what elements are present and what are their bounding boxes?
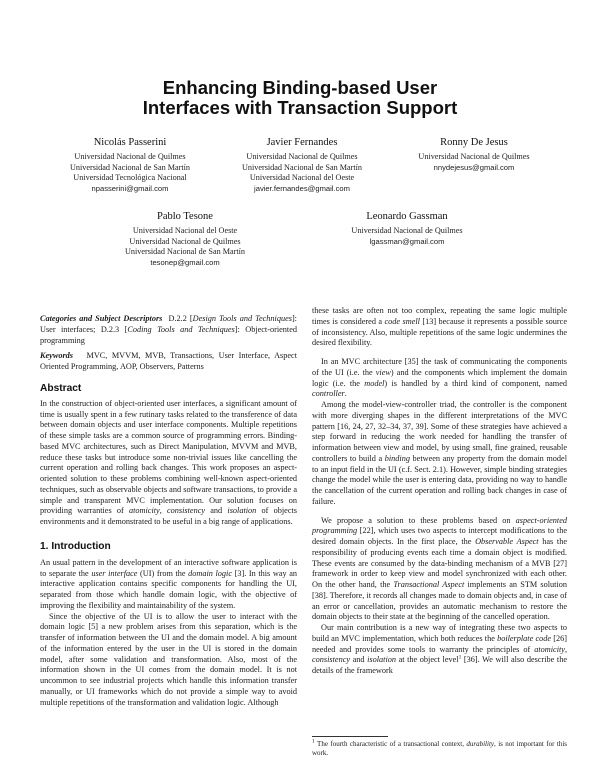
- footnote: [312, 740, 567, 758]
- footnote-rule: [312, 736, 388, 737]
- body-italic: consistency: [312, 655, 351, 665]
- body-italic: view: [375, 367, 391, 377]
- body-text: [22], which uses two aspects to intercept modifications to the desired domain objects. In the first place, the: [312, 526, 567, 546]
- author-affiliation: Universidad Nacional del Oeste: [249, 173, 355, 183]
- body-text: [13] because it represents a possible source of inconsistency. Also, multiple repetitions of the same logic undermines the desired flexibility.: [312, 316, 567, 348]
- body-text: has the responsibility of producing events each time a domain object is modified. These events are consumed by the data-binding mechanism of a MVB [27] framework in order to keep view and model synchronized with each other. On the other hand, the: [312, 537, 568, 589]
- abstract-italic: isolation: [227, 506, 257, 516]
- body-text: ) is handled by a third kind of component, named: [384, 378, 567, 388]
- footnote-text: The fourth characteristic of a transactional context,: [314, 740, 467, 748]
- author-block: [100, 210, 270, 268]
- body-text: Among the model-view-controller triad, the controller is the component with more diverging shapes in the different interpretations of the MVC pattern [16, 24, 27, 32–34, 37, 39]. Some of these strategies have achieved a step forward in reducing the work needed for handling the transfer of information between view and model, by using small, fine grained, reusable controllers to build a: [312, 400, 567, 463]
- author-affiliation: Universidad Nacional de Quilmes: [246, 152, 358, 161]
- keywords-text: MVC, MVVM, MVB, Transactions, User Interface, Aspect Oriented Programming, AOP, Observers, Patterns: [40, 351, 297, 371]
- categories-label: Categories and Subject Descriptors: [40, 314, 163, 323]
- author-email: lgassman@gmail.com: [369, 236, 445, 246]
- body-text: these tasks are often not too complex, repeating the same logic multiple times is considered a: [312, 306, 567, 326]
- abstract-italic: atomicity: [129, 506, 160, 516]
- categories-text: ]: Object-oriented programming: [40, 324, 297, 345]
- right-paragraph-3: [312, 516, 567, 624]
- author-affiliation: Universidad Nacional de Quilmes: [129, 236, 241, 246]
- right-column: [312, 306, 567, 677]
- introduction-heading: 1. Introduction: [40, 540, 111, 552]
- right-paragraph-2: [312, 400, 567, 508]
- intro-text: (UI) from the: [137, 568, 189, 578]
- author-affiliation: Universidad Nacional de San Martín: [241, 162, 363, 172]
- intro-text: [3]. In this way an interactive application contains specific components for handling the UI, separated from those which handle domain logic, with the objective of improving the flexibility and maintainability of the system.: [40, 568, 297, 610]
- abstract-paragraph: [40, 399, 297, 528]
- author-email: javier.fernandes@gmail.com: [254, 183, 350, 193]
- author-block: [384, 136, 564, 173]
- abstract-text: and: [205, 506, 228, 516]
- categories-text: D.2.2 [: [168, 314, 193, 323]
- body-italic: code smell: [384, 316, 420, 326]
- author-affiliation: Universidad Nacional de Quilmes: [74, 152, 186, 161]
- footnote-mark: 1: [312, 738, 315, 745]
- body-italic: isolation: [367, 655, 397, 665]
- body-text: between any property from the domain model to an input field in the UI (c.f. Sect. 2.1). However, simple binding strategies change the model while the user is entering data, providing no way to handle the cancellation of the current operation and rolling back changes in case of failure.: [312, 453, 567, 506]
- footnote-italic: durability: [466, 740, 495, 748]
- abstract-italic: consistency: [167, 506, 206, 516]
- right-paragraph-0: [312, 306, 567, 349]
- author-email: npasserini@gmail.com: [91, 183, 169, 193]
- abstract-text: ,: [159, 506, 167, 516]
- author-email: tesonep@gmail.com: [150, 257, 220, 267]
- keywords-paragraph: [40, 351, 297, 373]
- body-text: Our main contribution is a new way of integrating these two aspects to build an MVC implementation, which both reduces the: [312, 623, 567, 643]
- body-italic: aspect-oriented programming: [312, 515, 567, 536]
- author-affiliation: Universidad Tecnológica Nacional: [73, 173, 187, 183]
- intro-paragraph-1: [40, 558, 297, 612]
- footnote-text: , is not important for this work.: [312, 740, 567, 757]
- author-name: Pablo Tesone: [157, 211, 213, 222]
- body-text: .: [344, 389, 347, 399]
- categories-italic: Coding Tools and Techniques: [127, 324, 235, 334]
- paper-title-line-1: Enhancing Binding-based User: [162, 77, 438, 98]
- categories-paragraph: [40, 314, 297, 346]
- body-text: ,: [564, 644, 567, 654]
- body-italic: Observable Aspect: [475, 537, 539, 546]
- author-block: [322, 210, 492, 247]
- author-name: Leonardo Gassman: [366, 211, 448, 222]
- body-italic: model: [364, 378, 385, 388]
- author-affiliation: Universidad Nacional de Quilmes: [418, 152, 530, 161]
- body-text: In an MVC architecture [35] the task of communicating the components of the UI (i.e. the: [312, 357, 567, 377]
- body-text: ) and the components which implement the domain logic (i.e. the: [312, 367, 567, 388]
- body-italic: boilerplate code: [497, 633, 552, 643]
- body-text: We propose a solution to these problems based on: [321, 515, 516, 525]
- body-italic: binding: [384, 453, 410, 463]
- author-block: [40, 136, 220, 194]
- author-affiliation: Universidad Nacional del Oeste: [132, 226, 238, 235]
- body-text: and: [350, 655, 368, 665]
- body-italic: controller: [312, 389, 345, 399]
- body-text: implements an STM solution [38]. Therefore, it records all changes made to domain objects and, in case of an error or cancellation, provides an automatic mechanism to restore the domain objects to their state at the beginning of the cancelled operation.: [312, 580, 567, 622]
- abstract-text: of objects environments and it demonstrated to be useful in a big range of applications.: [40, 506, 297, 526]
- body-text: [36]. We will also describe the details of the framework: [312, 655, 567, 675]
- body-italic: Transactional Aspect: [393, 580, 465, 589]
- body-text: at the object level: [396, 655, 459, 665]
- author-name: Nicolás Passerini: [93, 137, 167, 148]
- categories-italic: Design Tools and Techniques: [192, 314, 292, 323]
- body-text: [26] needed and provides some tools to warranty the principles of: [312, 633, 567, 654]
- body-italic: atomicity: [534, 644, 565, 654]
- author-affiliation: Universidad Nacional de Quilmes: [351, 226, 463, 235]
- right-paragraph-4: [312, 623, 567, 677]
- author-affiliation: Universidad Nacional de San Martín: [124, 247, 246, 257]
- categories-text: ]: User interfaces; D.2.3 [: [40, 314, 297, 334]
- intro-italic: domain logic: [188, 568, 232, 578]
- author-email: nnydejesus@gmail.com: [433, 162, 515, 172]
- abstract-heading: Abstract: [40, 382, 82, 394]
- paper-title-line-2: Interfaces with Transaction Support: [142, 97, 458, 118]
- abstract-text: In the construction of object-oriented user interfaces, a significant amount of time is usually spent in a few rutinary tasks related to the transference of data between domain objects and user interface components. Multiple repetitions of these simple tasks are a common source of programming errors. Binding-based MVC architectures, such as Direct Manipulation, MVVM and MVB, reduce these tasks but introduce some non-trivial issues like cancelling the current operation and rolling back changes. This work proposes an aspect-oriented solution to these problems combining well-known aspect-oriented techniques, such as observable objects and software transactions, to provide a simple and transparent MVC implementation. Our solution focuses on providing warranties of: [40, 398, 297, 516]
- author-block: [212, 136, 392, 194]
- keywords-label: Keywords: [40, 351, 73, 361]
- intro-paragraph-2: Since the objective of the UI is to allow the user to interact with the domain logic [5] a new problem arises from this separation, which is the transfer of information between the UI and the domain model. A big amount of the information entered by the user in the UI is stored in the domain model, after some validation and transformation. Also, most of the information shown in the UI comes from the domain model. It is not uncommon to see industrial projects which handle this information transfer manually, or UI frameworks which do not provide a simple way to avoid multiple repetitions of the transformation and validation logic. Although: [40, 611, 297, 707]
- author-affiliation: Universidad Nacional de San Martín: [69, 162, 191, 172]
- author-name: Ronny De Jesus: [440, 137, 508, 148]
- intro-italic: user interface: [91, 568, 138, 578]
- right-paragraph-1: [312, 357, 567, 400]
- left-column: [40, 314, 297, 708]
- author-name: Javier Fernandes: [266, 137, 338, 148]
- footnote-ref[interactable]: 1: [458, 654, 462, 661]
- intro-text: An usual pattern in the development of an interactive software application is to separate the: [40, 557, 297, 578]
